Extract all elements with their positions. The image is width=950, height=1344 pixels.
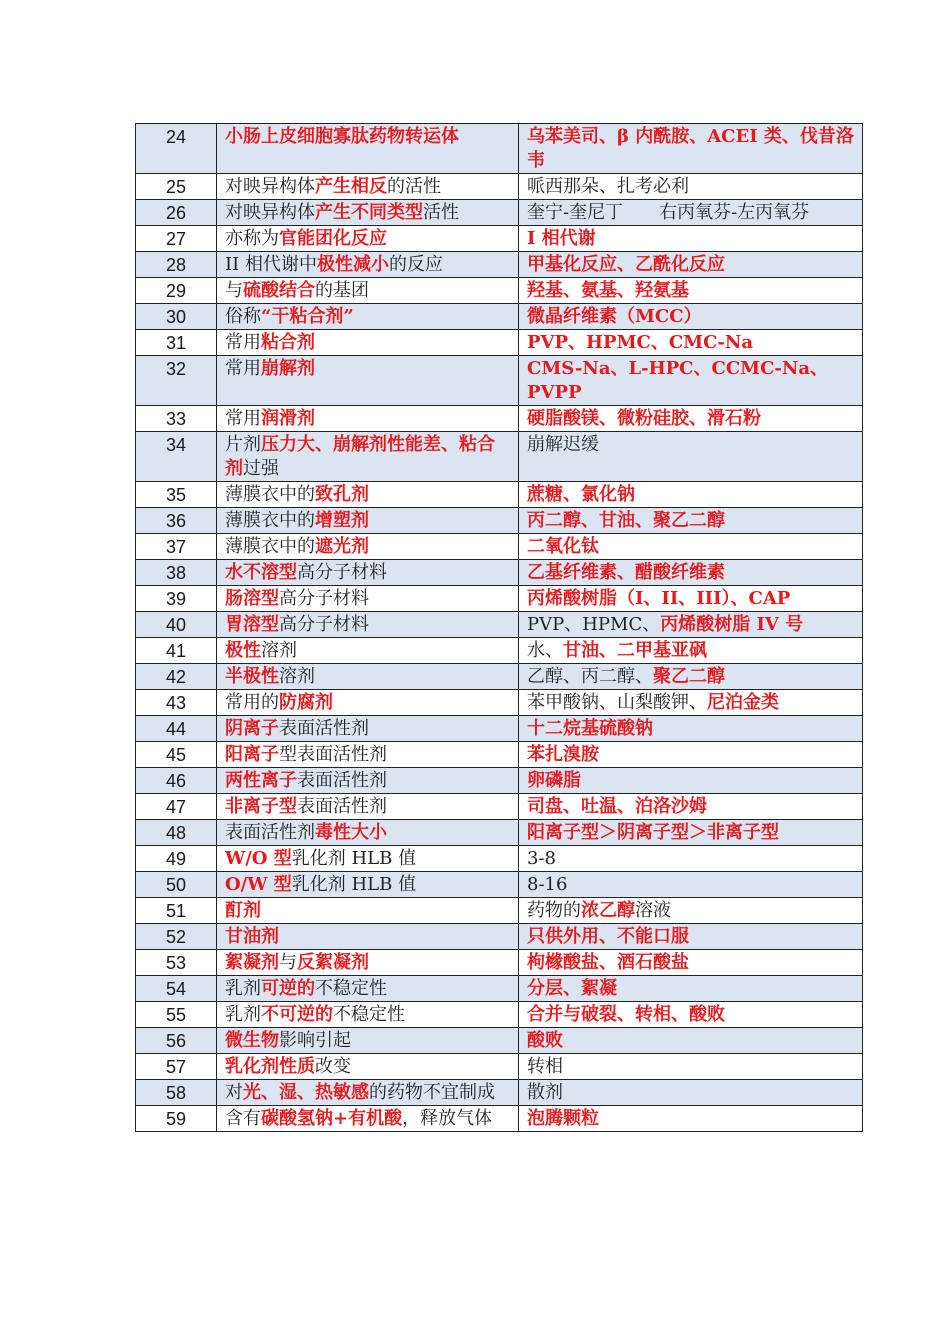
question-cell bbox=[217, 716, 519, 742]
plain-text: 8-16 bbox=[527, 874, 568, 895]
table-row bbox=[136, 174, 863, 200]
highlight-text: 酊剂 bbox=[225, 900, 261, 921]
question-cell bbox=[217, 612, 519, 638]
table-row bbox=[136, 356, 863, 406]
row-number: 59 bbox=[136, 1106, 217, 1132]
table-row bbox=[136, 1028, 863, 1054]
row-number: 53 bbox=[136, 950, 217, 976]
answer-cell bbox=[519, 1028, 863, 1054]
table-row bbox=[136, 768, 863, 794]
table-row bbox=[136, 586, 863, 612]
plain-text: 乳剂 bbox=[225, 1004, 261, 1025]
plain-text: 奎宁-奎尼丁 右丙氧芬-左丙氧芬 bbox=[527, 202, 810, 223]
question-cell bbox=[217, 1080, 519, 1106]
answer-cell bbox=[519, 252, 863, 278]
question-cell bbox=[217, 482, 519, 508]
highlight-text: 合并与破裂、转相、酸败 bbox=[527, 1004, 725, 1025]
plain-text: 活性 bbox=[423, 202, 459, 223]
plain-text: 表面活性剂 bbox=[297, 770, 387, 791]
plain-text: 的药物不宜制成 bbox=[369, 1082, 495, 1103]
highlight-text: 产生相反 bbox=[315, 176, 387, 197]
answer-cell bbox=[519, 820, 863, 846]
highlight-text: 阳离子型＞阴离子型＞非离子型 bbox=[527, 822, 779, 843]
table-row bbox=[136, 846, 863, 872]
table-row bbox=[136, 898, 863, 924]
question-cell bbox=[217, 898, 519, 924]
table-row bbox=[136, 252, 863, 278]
answer-cell bbox=[519, 174, 863, 200]
plain-text: 乙醇、丙二醇、 bbox=[527, 666, 653, 687]
table-row bbox=[136, 534, 863, 560]
highlight-text: “干粘合剂” bbox=[261, 306, 354, 327]
plain-text: 对映异构体 bbox=[225, 202, 315, 223]
plain-text: 对映异构体 bbox=[225, 176, 315, 197]
highlight-text: 司盘、吐温、泊洛沙姆 bbox=[527, 796, 707, 817]
table-row bbox=[136, 950, 863, 976]
highlight-text: 反絮凝剂 bbox=[297, 952, 369, 973]
plain-text: 的反应 bbox=[388, 254, 443, 275]
plain-text: 哌西那朵、扎考必利 bbox=[527, 176, 689, 197]
table-row bbox=[136, 612, 863, 638]
plain-text: PVP、HPMC、 bbox=[527, 614, 661, 635]
highlight-text: 阳离子 bbox=[225, 744, 279, 765]
highlight-text: 遮光剂 bbox=[315, 536, 369, 557]
question-cell bbox=[217, 768, 519, 794]
table-row bbox=[136, 226, 863, 252]
highlight-text: 尼泊金类 bbox=[707, 692, 779, 713]
highlight-text: 粘合剂 bbox=[261, 332, 315, 353]
highlight-text: 产生不同类型 bbox=[315, 202, 423, 223]
question-cell bbox=[217, 1028, 519, 1054]
highlight-text: 不可逆的 bbox=[261, 1004, 333, 1025]
plain-text: 与 bbox=[225, 280, 243, 301]
row-number: 34 bbox=[136, 432, 217, 482]
answer-cell bbox=[519, 482, 863, 508]
highlight-text: 苯扎溴胺 bbox=[527, 744, 599, 765]
question-cell bbox=[217, 560, 519, 586]
plain-text: 表面活性剂 bbox=[297, 796, 387, 817]
question-cell bbox=[217, 794, 519, 820]
plain-text: 表面活性剂 bbox=[225, 822, 315, 843]
plain-text: 乳剂 bbox=[225, 978, 261, 999]
highlight-text: 分层、絮凝 bbox=[527, 978, 617, 999]
plain-text: 薄膜衣中的 bbox=[225, 536, 315, 557]
table-row bbox=[136, 664, 863, 690]
answer-cell bbox=[519, 1106, 863, 1132]
question-cell bbox=[217, 200, 519, 226]
row-number: 37 bbox=[136, 534, 217, 560]
row-number: 42 bbox=[136, 664, 217, 690]
table-row bbox=[136, 976, 863, 1002]
plain-text: 常用的 bbox=[225, 692, 279, 713]
row-number: 44 bbox=[136, 716, 217, 742]
answer-cell bbox=[519, 356, 863, 406]
plain-text: 苯甲酸钠、山梨酸钾、 bbox=[527, 692, 707, 713]
plain-text: 转相 bbox=[527, 1056, 563, 1077]
plain-text: 亦称为 bbox=[225, 228, 279, 249]
highlight-text: 极性减小 bbox=[316, 254, 389, 275]
plain-text: 片剂 bbox=[225, 434, 261, 455]
plain-text: 药物的 bbox=[527, 900, 581, 921]
highlight-text: 甲基化反应、乙酰化反应 bbox=[527, 254, 725, 275]
plain-text: 薄膜衣中的 bbox=[225, 510, 315, 531]
table-body bbox=[136, 124, 863, 1132]
highlight-text: 蔗糖、氯化钠 bbox=[527, 484, 635, 505]
highlight-text: 丙烯酸树脂（I、II、III）、CAP bbox=[527, 588, 791, 609]
table-row bbox=[136, 1002, 863, 1028]
row-number: 30 bbox=[136, 304, 217, 330]
plain-text: 溶剂 bbox=[261, 640, 297, 661]
table-row bbox=[136, 638, 863, 664]
table-row bbox=[136, 742, 863, 768]
question-cell bbox=[217, 330, 519, 356]
row-number: 58 bbox=[136, 1080, 217, 1106]
table-row bbox=[136, 304, 863, 330]
highlight-text: 丙烯酸树脂 IV 号 bbox=[660, 614, 804, 635]
highlight-text: 微晶纤维素（MCC） bbox=[527, 306, 702, 327]
question-cell bbox=[217, 508, 519, 534]
plain-text: 不稳定性 bbox=[333, 1004, 405, 1025]
answer-cell bbox=[519, 226, 863, 252]
question-cell bbox=[217, 278, 519, 304]
table-row bbox=[136, 872, 863, 898]
plain-text: 崩解迟缓 bbox=[527, 434, 599, 455]
plain-text: ，释放气体 bbox=[402, 1108, 493, 1129]
plain-text: 对 bbox=[225, 1082, 243, 1103]
highlight-text: 官能团化反应 bbox=[279, 228, 387, 249]
plain-text: 溶剂 bbox=[279, 666, 315, 687]
row-number: 31 bbox=[136, 330, 217, 356]
row-number: 26 bbox=[136, 200, 217, 226]
highlight-text: 润滑剂 bbox=[261, 408, 315, 429]
question-cell bbox=[217, 1002, 519, 1028]
answer-cell bbox=[519, 768, 863, 794]
plain-text: 表面活性剂 bbox=[279, 718, 369, 739]
row-number: 35 bbox=[136, 482, 217, 508]
answer-cell bbox=[519, 742, 863, 768]
plain-text: 溶液 bbox=[635, 900, 671, 921]
highlight-text: 防腐剂 bbox=[279, 692, 333, 713]
highlight-text: 甘油剂 bbox=[225, 926, 279, 947]
table-row bbox=[136, 278, 863, 304]
highlight-text: 阴离子 bbox=[225, 718, 279, 739]
question-cell bbox=[217, 406, 519, 432]
highlight-text: 浓乙醇 bbox=[581, 900, 635, 921]
highlight-text: 两性离子 bbox=[225, 770, 297, 791]
answer-cell bbox=[519, 1080, 863, 1106]
plain-text: 薄膜衣中的 bbox=[225, 484, 315, 505]
highlight-text: 毒性大小 bbox=[315, 822, 387, 843]
highlight-text: O/W 型 bbox=[225, 874, 292, 895]
answer-cell bbox=[519, 330, 863, 356]
highlight-text: 胃溶型 bbox=[225, 614, 279, 635]
highlight-text: CMS-Na、L-HPC、CCMC-Na、PVPP bbox=[527, 358, 828, 403]
highlight-text: 絮凝剂 bbox=[225, 952, 279, 973]
plain-text: 高分子材料 bbox=[279, 614, 369, 635]
row-number: 51 bbox=[136, 898, 217, 924]
answer-cell bbox=[519, 534, 863, 560]
question-cell bbox=[217, 174, 519, 200]
question-cell bbox=[217, 950, 519, 976]
highlight-text: 致孔剂 bbox=[315, 484, 369, 505]
highlight-text: 枸橼酸盐、酒石酸盐 bbox=[527, 952, 689, 973]
plain-text: 与 bbox=[279, 952, 297, 973]
question-cell bbox=[217, 820, 519, 846]
plain-text: 型表面活性剂 bbox=[279, 744, 387, 765]
answer-cell bbox=[519, 304, 863, 330]
plain-text: 的基团 bbox=[315, 280, 369, 301]
highlight-text: 乌苯美司、β 内酰胺、ACEI 类、伐昔洛韦 bbox=[527, 126, 854, 171]
highlight-text: 极性 bbox=[225, 640, 261, 661]
answer-cell bbox=[519, 872, 863, 898]
question-cell bbox=[217, 846, 519, 872]
plain-text: 高分子材料 bbox=[279, 588, 369, 609]
plain-text: 含有 bbox=[225, 1108, 261, 1129]
plain-text: II 相代谢中 bbox=[225, 254, 317, 275]
question-cell bbox=[217, 356, 519, 406]
question-cell bbox=[217, 252, 519, 278]
highlight-text: 崩解剂 bbox=[261, 358, 315, 379]
row-number: 57 bbox=[136, 1054, 217, 1080]
highlight-text: 羟基、氨基、羟氨基 bbox=[527, 280, 689, 301]
answer-cell bbox=[519, 950, 863, 976]
answer-cell bbox=[519, 508, 863, 534]
highlight-text: 碳酸氢钠+有机酸 bbox=[261, 1108, 403, 1129]
question-cell bbox=[217, 690, 519, 716]
question-cell bbox=[217, 742, 519, 768]
table-row bbox=[136, 1106, 863, 1132]
row-number: 43 bbox=[136, 690, 217, 716]
answer-cell bbox=[519, 638, 863, 664]
question-cell bbox=[217, 124, 519, 174]
highlight-text: 光、湿、热敏感 bbox=[243, 1082, 369, 1103]
question-cell bbox=[217, 432, 519, 482]
answer-cell bbox=[519, 612, 863, 638]
highlight-text: 聚乙二醇 bbox=[653, 666, 725, 687]
highlight-text: 卵磷脂 bbox=[527, 770, 581, 791]
table-row bbox=[136, 406, 863, 432]
highlight-text: 微生物 bbox=[225, 1030, 279, 1051]
answer-cell bbox=[519, 716, 863, 742]
row-number: 29 bbox=[136, 278, 217, 304]
row-number: 49 bbox=[136, 846, 217, 872]
question-cell bbox=[217, 1054, 519, 1080]
table-row bbox=[136, 1054, 863, 1080]
highlight-text: 肠溶型 bbox=[225, 588, 279, 609]
highlight-text: 非离子型 bbox=[225, 796, 297, 817]
answer-cell bbox=[519, 406, 863, 432]
highlight-text: 乙基纤维素、醋酸纤维素 bbox=[527, 562, 725, 583]
row-number: 39 bbox=[136, 586, 217, 612]
answer-cell bbox=[519, 124, 863, 174]
row-number: 50 bbox=[136, 872, 217, 898]
table-row bbox=[136, 330, 863, 356]
table-row bbox=[136, 1080, 863, 1106]
reference-table bbox=[135, 123, 863, 1132]
highlight-text: 丙二醇、甘油、聚乙二醇 bbox=[527, 510, 725, 531]
table-row bbox=[136, 560, 863, 586]
table-row bbox=[136, 432, 863, 482]
highlight-text: 可逆的 bbox=[261, 978, 315, 999]
plain-text: 常用 bbox=[225, 358, 261, 379]
question-cell bbox=[217, 1106, 519, 1132]
highlight-text: 增塑剂 bbox=[315, 510, 369, 531]
question-cell bbox=[217, 924, 519, 950]
plain-text: 乳化剂 HLB 值 bbox=[291, 874, 417, 895]
row-number: 25 bbox=[136, 174, 217, 200]
row-number: 28 bbox=[136, 252, 217, 278]
plain-text: 散剂 bbox=[527, 1082, 563, 1103]
plain-text: 常用 bbox=[225, 408, 261, 429]
highlight-text: 甘油、二甲基亚砜 bbox=[563, 640, 707, 661]
question-cell bbox=[217, 638, 519, 664]
answer-cell bbox=[519, 898, 863, 924]
plain-text: 的活性 bbox=[387, 176, 441, 197]
row-number: 52 bbox=[136, 924, 217, 950]
row-number: 27 bbox=[136, 226, 217, 252]
row-number: 45 bbox=[136, 742, 217, 768]
plain-text: 俗称 bbox=[225, 306, 261, 327]
table-row bbox=[136, 820, 863, 846]
question-cell bbox=[217, 872, 519, 898]
row-number: 46 bbox=[136, 768, 217, 794]
plain-text: 不稳定性 bbox=[315, 978, 387, 999]
answer-cell bbox=[519, 976, 863, 1002]
table-row bbox=[136, 200, 863, 226]
row-number: 48 bbox=[136, 820, 217, 846]
question-cell bbox=[217, 534, 519, 560]
highlight-text: 硬脂酸镁、微粉硅胶、滑石粉 bbox=[527, 408, 761, 429]
highlight-text: 水不溶型 bbox=[225, 562, 297, 583]
highlight-text: W/O 型 bbox=[225, 848, 292, 869]
row-number: 33 bbox=[136, 406, 217, 432]
answer-cell bbox=[519, 690, 863, 716]
question-cell bbox=[217, 586, 519, 612]
answer-cell bbox=[519, 794, 863, 820]
answer-cell bbox=[519, 1002, 863, 1028]
table-row bbox=[136, 924, 863, 950]
row-number: 24 bbox=[136, 124, 217, 174]
answer-cell bbox=[519, 664, 863, 690]
highlight-text: 只供外用、不能口服 bbox=[527, 926, 689, 947]
answer-cell bbox=[519, 200, 863, 226]
answer-cell bbox=[519, 560, 863, 586]
answer-cell bbox=[519, 586, 863, 612]
highlight-text: 压力大、崩解剂性能差、粘合剂 bbox=[225, 434, 495, 479]
plain-text: 常用 bbox=[225, 332, 261, 353]
answer-cell bbox=[519, 432, 863, 482]
plain-text: 过强 bbox=[243, 458, 279, 479]
table-row bbox=[136, 482, 863, 508]
row-number: 32 bbox=[136, 356, 217, 406]
table-row bbox=[136, 124, 863, 174]
answer-cell bbox=[519, 1054, 863, 1080]
highlight-text: 硫酸结合 bbox=[243, 280, 315, 301]
table-row bbox=[136, 716, 863, 742]
question-cell bbox=[217, 976, 519, 1002]
highlight-text: I 相代谢 bbox=[527, 228, 596, 249]
question-cell bbox=[217, 664, 519, 690]
question-cell bbox=[217, 304, 519, 330]
table-row bbox=[136, 508, 863, 534]
question-cell bbox=[217, 226, 519, 252]
answer-cell bbox=[519, 278, 863, 304]
highlight-text: 二氧化钛 bbox=[527, 536, 599, 557]
row-number: 36 bbox=[136, 508, 217, 534]
highlight-text: PVP、HPMC、CMC-Na bbox=[527, 332, 753, 353]
plain-text: 影响引起 bbox=[279, 1030, 351, 1051]
row-number: 55 bbox=[136, 1002, 217, 1028]
highlight-text: 小肠上皮细胞寡肽药物转运体 bbox=[225, 126, 459, 147]
highlight-text: 十二烷基硫酸钠 bbox=[527, 718, 653, 739]
plain-text: 乳化剂 HLB 值 bbox=[291, 848, 417, 869]
answer-cell bbox=[519, 924, 863, 950]
highlight-text: 乳化剂性质 bbox=[225, 1056, 315, 1077]
table-row bbox=[136, 690, 863, 716]
row-number: 41 bbox=[136, 638, 217, 664]
plain-text: 水、 bbox=[527, 640, 563, 661]
answer-cell bbox=[519, 846, 863, 872]
plain-text: 改变 bbox=[315, 1056, 351, 1077]
highlight-text: 酸败 bbox=[527, 1030, 563, 1051]
highlight-text: 半极性 bbox=[225, 666, 279, 687]
highlight-text: 泡腾颗粒 bbox=[527, 1108, 599, 1129]
row-number: 56 bbox=[136, 1028, 217, 1054]
plain-text: 高分子材料 bbox=[297, 562, 387, 583]
plain-text: 3-8 bbox=[527, 848, 556, 869]
row-number: 38 bbox=[136, 560, 217, 586]
row-number: 40 bbox=[136, 612, 217, 638]
row-number: 54 bbox=[136, 976, 217, 1002]
table-row bbox=[136, 794, 863, 820]
row-number: 47 bbox=[136, 794, 217, 820]
